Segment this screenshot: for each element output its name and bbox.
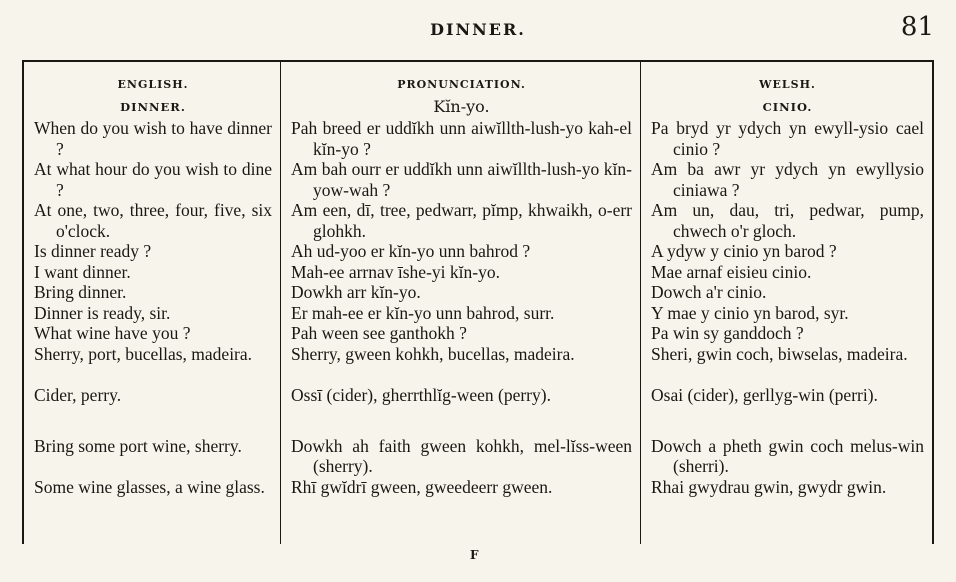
welsh-entry: Pa bryd yr ydych yn ewyll-ysio cael cinio ? bbox=[651, 118, 924, 159]
pronunciation-entry: Dowkh ah faith gween kohkh, mel-lĭss-ween (sherry). bbox=[291, 435, 632, 476]
welsh-entry: Osai (cider), gerllyg-win (perri). bbox=[651, 384, 878, 405]
english-entry: Dinner is ready, sir. bbox=[34, 302, 171, 323]
welsh-column-subheader: CINIO. bbox=[762, 100, 813, 114]
english-entry: What wine have you ? bbox=[34, 323, 191, 343]
english-entry: Bring dinner. bbox=[34, 282, 127, 302]
welsh-entry: Rhai gwydrau gwin, gwydr gwin. bbox=[651, 476, 887, 497]
english-entry: At what hour do you wish to dine ? bbox=[34, 159, 272, 200]
welsh-column bbox=[641, 62, 932, 544]
signature-mark: F bbox=[470, 548, 479, 562]
welsh-entry: A ydyw y cinio yn barod ? bbox=[651, 241, 837, 261]
english-entry: Is dinner ready ? bbox=[34, 241, 152, 261]
welsh-column-header: WELSH. bbox=[759, 78, 816, 91]
pronunciation-column-subheader: Kĭn-yo. bbox=[433, 97, 490, 116]
pronunciation-entry: Pah breed er uddĭkh unn aiwĭllth-lush-yo kah-el kĭn-yo ? bbox=[291, 118, 632, 159]
page-number: 81 bbox=[900, 12, 934, 42]
english-column-header: ENGLISH. bbox=[117, 78, 189, 91]
pronunciation-entry: Pah ween see ganthokh ? bbox=[291, 323, 467, 343]
pronunciation-entry: Er mah-ee er kĭn-yo unn bahrod, surr. bbox=[291, 302, 555, 323]
table-right-rule bbox=[932, 62, 934, 544]
welsh-entry: Y mae y cinio yn barod, syr. bbox=[651, 302, 849, 323]
welsh-entry: Am un, dau, tri, pedwar, pump, chwech o'r gloch. bbox=[651, 200, 924, 241]
english-entry: Some wine glasses, a wine glass. bbox=[34, 476, 265, 497]
pronunciation-entry: Ossī (cider), gherrthlĭg-ween (perry). bbox=[291, 384, 551, 405]
english-entry: Bring some port wine, sherry. bbox=[34, 435, 242, 456]
pronunciation-entry: Dowkh arr kĭn-yo. bbox=[291, 282, 421, 302]
pronunciation-entry: Sherry, gween kohkh, bucellas, madeira. bbox=[291, 343, 575, 364]
english-entry: I want dinner. bbox=[34, 261, 131, 282]
pronunciation-entry: Mah-ee arrnav īshe-yi kĭn-yo. bbox=[291, 261, 500, 282]
english-entry: Sherry, port, bucellas, madeira. bbox=[34, 343, 253, 364]
pronunciation-entry: Rhī gwĭdrī gween, gweedeerr gween. bbox=[291, 476, 553, 497]
welsh-entry: Am ba awr yr ydych yn ewyllysio ciniawa ? bbox=[651, 159, 924, 200]
pronunciation-entry: Ah ud-yoo er kĭn-yo unn bahrod ? bbox=[291, 241, 531, 261]
english-column-subheader: DINNER. bbox=[120, 100, 186, 114]
english-column bbox=[24, 62, 280, 544]
page-title: DINNER. bbox=[430, 20, 526, 39]
phrase-table bbox=[22, 60, 934, 544]
welsh-entry: Mae arnaf eisieu cinio. bbox=[651, 261, 812, 282]
pronunciation-entry: Am een, dī, tree, pedwarr, pĭmp, khwaikh, o-err glohkh. bbox=[291, 200, 632, 241]
welsh-entry: Pa win sy ganddoch ? bbox=[651, 323, 804, 343]
welsh-entry: Sheri, gwin coch, biwselas, madeira. bbox=[651, 343, 908, 364]
english-entry: At one, two, three, four, five, six o'clock. bbox=[34, 200, 272, 241]
pronunciation-column bbox=[281, 62, 640, 544]
welsh-entry: Dowch a'r cinio. bbox=[651, 282, 767, 302]
english-entry: Cider, perry. bbox=[34, 384, 122, 405]
running-head bbox=[0, 14, 956, 48]
welsh-entry: Dowch a pheth gwin coch melus-win (sherri). bbox=[651, 435, 924, 476]
pronunciation-column-header: PRONUNCIATION. bbox=[397, 78, 526, 91]
pronunciation-entry: Am bah ourr er uddĭkh unn aiwĭllth-lush-yo kĭn-yow-wah ? bbox=[291, 159, 632, 200]
english-entry: When do you wish to have dinner ? bbox=[34, 118, 272, 159]
